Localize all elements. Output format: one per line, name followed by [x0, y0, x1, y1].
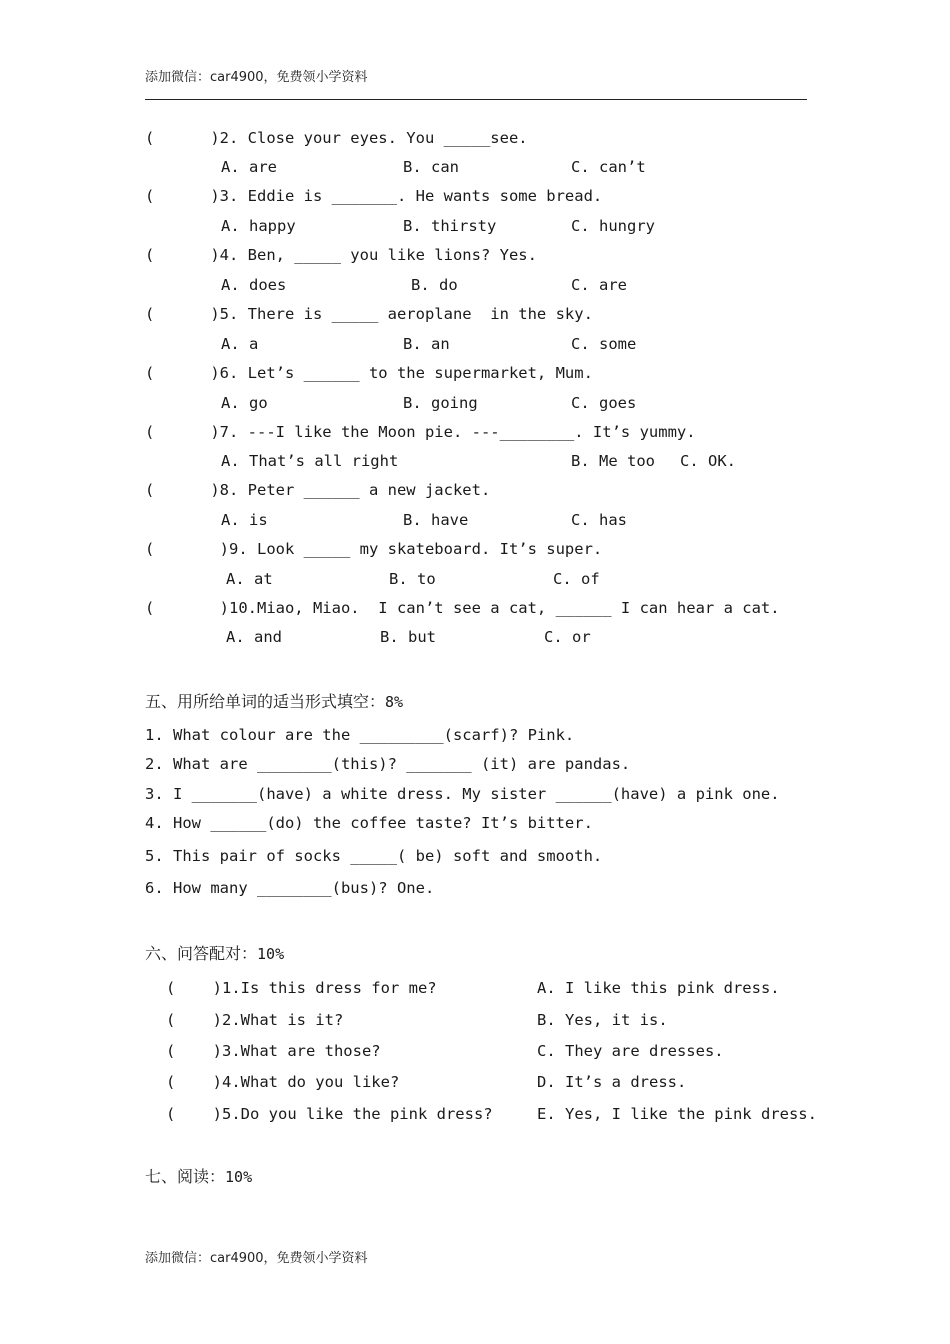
option-b: B. but [380, 628, 436, 646]
option-c: C. some [571, 335, 637, 353]
matching-answer: C. They are dresses. [537, 1042, 724, 1060]
question-stem: ( )2. Close your eyes. You _____see. [145, 129, 528, 147]
matching-answer: A. I like this pink dress. [537, 979, 780, 997]
fill-in-item: 6. How many ________(bus)? One. [145, 879, 435, 897]
option-c: C. can’t [571, 158, 646, 176]
matching-question: ( )4.What do you like? [166, 1073, 400, 1091]
matching-question: ( )5.Do you like the pink dress? [166, 1105, 493, 1123]
option-c: C. of [553, 570, 600, 588]
fill-in-item: 5. This pair of socks _____( be) soft and smooth. [145, 847, 603, 865]
section-percent: 10% [225, 1168, 253, 1186]
question-stem: ( )9. Look _____ my skateboard. It’s super. [145, 540, 603, 558]
section-title-text: 五、用所给单词的适当形式填空： [145, 692, 386, 711]
option-b: B. to [389, 570, 436, 588]
option-b: B. can [403, 158, 459, 176]
question-stem: ( )10.Miao, Miao. I can’t see a cat, ______ I can hear a cat. [145, 599, 780, 617]
section-percent: 8% [385, 693, 404, 711]
section-percent: 10% [257, 945, 285, 963]
option-c: C. hungry [571, 217, 655, 235]
option-c: C. OK. [680, 452, 736, 470]
section-title [145, 1166, 252, 1188]
question-stem: ( )3. Eddie is _______. He wants some bread. [145, 187, 603, 205]
matching-answer: D. It’s a dress. [537, 1073, 687, 1091]
header-divider [145, 99, 807, 100]
option-a: A. go [221, 394, 268, 412]
option-a: A. happy [221, 217, 296, 235]
fill-in-item: 3. I _______(have) a white dress. My sister ______(have) a pink one. [145, 785, 780, 803]
option-b: B. Me too [571, 452, 655, 470]
question-stem: ( )7. ---I like the Moon pie. ---________. It’s yummy. [145, 423, 696, 441]
option-b: B. do [411, 276, 458, 294]
option-a: A. are [221, 158, 277, 176]
matching-question: ( )1.Is this dress for me? [166, 979, 437, 997]
section-title [145, 691, 403, 713]
option-a: A. is [221, 511, 268, 529]
option-c: C. or [544, 628, 591, 646]
option-b: B. going [403, 394, 478, 412]
option-a: A. a [221, 335, 259, 353]
question-stem: ( )8. Peter ______ a new jacket. [145, 481, 491, 499]
matching-answer: B. Yes, it is. [537, 1011, 668, 1029]
matching-question: ( )3.What are those? [166, 1042, 381, 1060]
question-stem: ( )6. Let’s ______ to the supermarket, Mum. [145, 364, 593, 382]
section-title [145, 943, 284, 965]
page-header: 添加微信：car4900，免费领小学资料 [145, 70, 368, 85]
question-stem: ( )5. There is _____ aeroplane in the sky. [145, 305, 593, 323]
fill-in-item: 2. What are ________(this)? _______ (it) are pandas. [145, 755, 631, 773]
fill-in-item: 1. What colour are the _________(scarf)? Pink. [145, 726, 575, 744]
fill-in-item: 4. How ______(do) the coffee taste? It’s bitter. [145, 814, 593, 832]
option-c: C. are [571, 276, 627, 294]
page-footer: 添加微信：car4900，免费领小学资料 [145, 1251, 368, 1266]
section-title-text: 七、阅读： [145, 1167, 226, 1186]
option-a: A. at [226, 570, 273, 588]
option-a: A. and [226, 628, 282, 646]
section-title-text: 六、问答配对： [145, 944, 258, 963]
option-c: C. goes [571, 394, 637, 412]
option-c: C. has [571, 511, 627, 529]
matching-answer: E. Yes, I like the pink dress. [537, 1105, 817, 1123]
question-stem: ( )4. Ben, _____ you like lions? Yes. [145, 246, 537, 264]
option-b: B. have [403, 511, 469, 529]
option-b: B. an [403, 335, 450, 353]
matching-question: ( )2.What is it? [166, 1011, 344, 1029]
option-a: A. does [221, 276, 287, 294]
option-b: B. thirsty [403, 217, 497, 235]
option-a: A. That’s all right [221, 452, 399, 470]
